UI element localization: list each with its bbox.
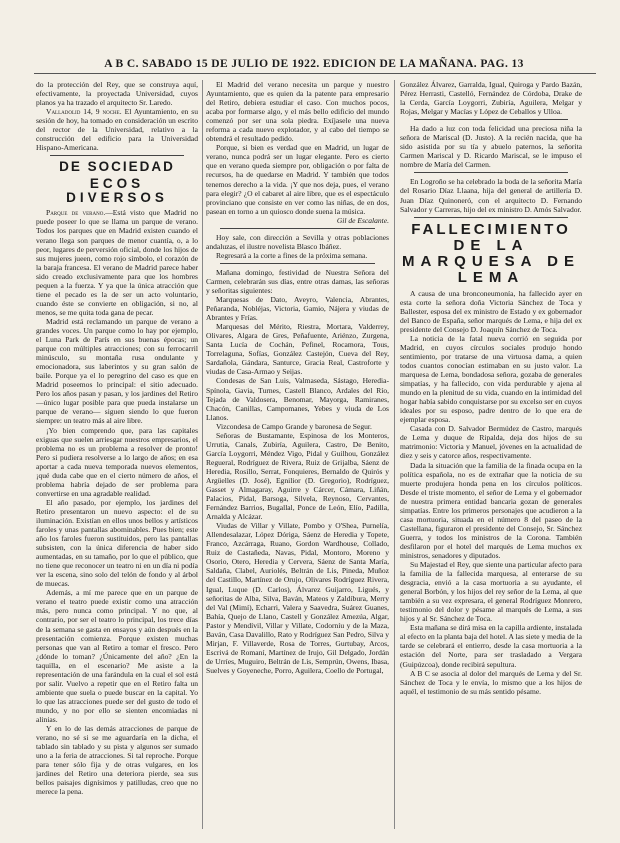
article-paragraph: Viudas de Villar y Villate, Pombo y O'Shea, Purnelía, Allendesalazar, López Dóriga, Sáenz de Heredia y Topete, Franco, Azcárraga, Ruano, Gordon Wardhouse, Collado, Ruiz de Castañeda, Navas, Pidal, Montoro, Moreno y Osorio, Otero, Heredia y Cervera, Sáenz de Santa María, Saldaña, Clabel, Auriolés, Beltrán de Lis, Pineda, Muñoz del Castillo, Martínez de Orujo, Olivares Rodríguez Rivera, Igual, Luque (D. Carlos), Álvarez Guijarro, Ligués, y señoritas de Alba, Silva, Baván, Mateos y Zaldíbura, Merry del Val (Mimí), Echarri, Valera y Saavedra, Suárez Guanes, Bahía, Quejo de Llano, Castell y González Amezúa, Algar, Pastor y Mendívil, Villar y Villate, Codorníu y de la Maza, Baván, Casa Davalillo, Rato y Rodríguez San Pedro, Silva y Mirjan, F. Villaverde, Rosa de Torres, Gurtubay, Arcos, Escrivá de Romaní, Martínez de Irujo, Gil Delgado, Jordán de Urríes, Muguiro, Beltrán de Lis, Semprún, Owens, Ibasa, Suelves y Goyeneche, Porro, Aguilera, Coello de Portugal, [206, 521, 389, 675]
column-3 [400, 80, 582, 829]
article-paragraph: Porque, si bien es verdad que en Madrid, un lugar de verano, nunca podrá ser un lugar elegante. Pero es cierto que en verano queda siempre por, obligación o por falta de recursos, ha de quedarse en Madrid. Y también que todos tenemos derecho a la vida. ¡Y que nos deja, pues, el verano para elegir? ¿O el cabaret al aire libre, que es el espectáculo provinciano que consiste en ver como las niñas, de en dos, pasean en torno a un quiosco donde suena la música. [206, 143, 389, 216]
article-paragraph [36, 107, 198, 152]
article-paragraph: Casada con D. Salvador Bermúdez de Castro, marqués de Lema y duque de Ripalda, deja dos hijos de su matrimonio: Victoria y Manuel, jóvenes en la actualidad de diez y seis y catorce años, respectivamente. [400, 424, 582, 461]
article-paragraph: González Álvarez, Garralda, Igual, Quiroga y Pardo Bazán, Pérez Herrasti, Castelló, Fernández de Córdoba, Drake de la Cerda, García Loygorri, Zubiría, Aguilera, Melgar y Rojas, Melgar y Macías y López de Ceballos y Ulloa. [400, 80, 582, 117]
article-paragraph: La noticia de la fatal nueva corrió en seguida por Madrid, en cuyos círculos sociales produjo hondo sentimiento, por tratarse de una virtuosa dama, a quien todos cuantos conocían estimaban en su justo valor. La marquesa de Lema, bondadosa señora, gozaba de generales simpatías, y ha fallecido, con vida perdurable y ajena al mundo en la plenitud de su vida, cuando en la intimidad del hogar había sabido conquistarse por su excelso ser en cuyos ideales por su esposo, padre dentro de lo que era de ejemplar esposa. [400, 333, 582, 425]
article-paragraph: El Madrid del verano necesita un parque y nuestro Ayuntamiento, que es quien da la patente para empresario del Retiro, debiera estudiar el caso. Con muchos pocos, acaba por formarse algo, y el más bello edificio del mundo comenzó por ser una sola piedra. Exíjasele una nueva reforma a cada nuevo explotador, y al cabo del tiempo se obtendrá el resultado pedido. [206, 80, 389, 144]
article-paragraph: Marquesas de Dato, Aveyro, Valencia, Abrantes, Peñaranda, Nobléjas, Victoria, Gamio, Nájera y viudas de Abrantes y Frías. [206, 295, 389, 323]
article-paragraph: Además, a mí me parece que en un parque de verano el teatro puede existir como una atracción más, pero nunca como principal. Y no que, al contrario, por ser el teatro lo principal, los trece días de la semana se gasta en ensayos y aún después en la presentación comienza. Porque existen muchas personas que van al Retiro a tomar el fresco. Pero ¿dónde lo toman? ¿Únicamente del año? ¿En la taquilla, en el escenario? Me asiste a la representación de una farándula en la cual el sol está por salir. Vuelvo a repetir que en el Retiro falta un ambiente que suela o puede buscar en la capital. Yo lo que las atracciones puede ser del gusto de todo el mundo, y no por ello se sienten encomiadas ni alinias. [36, 588, 198, 724]
page-masthead: A B C. SABADO 15 DE JULIO DE 1922. EDICION DE LA MAÑANA. PAG. 13 [104, 58, 524, 70]
article-paragraph: Marquesas del Mérito, Riestra, Mortara, Valderrey, Olivares, Algara de Gres, Peñafuente, Ariénzo, Zurgena, Santa Lucía de Cochán, Pefinel, Rocamora, Tous, Torrelaguna, Sofías, González Castejón, Cueva del Rey, Sardañola, Gándara, Santurce, Gracia Real, Castroforte y viudas de Casa-Armao y Seijas. [206, 322, 389, 377]
dateline: Valladolid 14, 9 noche. [46, 107, 122, 117]
column-2 [206, 80, 389, 829]
article-paragraph: Condesas de San Luis, Valmaseda, Sástago, Heredia-Spínola, Gavia, Turnes, Castell Blanco, Ardales del Río, Tejada de Valdosera, Benomar, Mayorga, Ramiranes, Chacón, Canillas, Campomanes, Yebes y viuda de Los Llanos. [206, 376, 389, 422]
article-paragraph: Y en lo de las demás atracciones de parque de verano, no sé si se me aguardaría en la dicha, el tablado sin tablado y su pista y algunos ser sumado uno a la feria de atracciones. Si tal reproche. Porque para tener sólo fija y de otras vulgares, en los jardines del Retiro una deteriora pierde, sea sus bellos paisajes dignísimos y patilludas, creo que no merece la pena. [36, 724, 198, 797]
article-paragraph: El año pasado, por ejemplo, los jardines del Retiro presentaron un nuevo aspecto: el de su iluminación. Existían en ellos unos bellos y artísticos faroles y unas pantallas abominables. Pues bien; este año los faroles fueron sustituidos, pero las pantallas subsisten, con la única diferencia de haber sido aumentadas, en su tamaño, por lo que el público, que no tiene que reconocer un teatro ni en un día ni podía ver la escena, sino solo del telón de fondo y al árbol de muecas. [36, 497, 198, 589]
lead-in: Parque de verano. [46, 208, 106, 218]
column-1 [36, 80, 198, 829]
article-paragraph: Esta mañana se dirá misa en la capilla ardiente, instalada al efecto en la planta baja del hotel. A las siete y media de la tarde se celebrará el entierro, desde la casa mortuoria a la estación del Norte, para ser trasladado a Vergara (Guipúzcoa), donde recibirá sepultura. [400, 623, 582, 669]
section-rule [414, 119, 568, 120]
article-paragraph: Ha dado a luz con toda felicidad una preciosa niña la señora de Mariscal (D. Justo). A la recién nacida, que ha sido asistida por su tía y abuelo paternos, la señorita Carmen Mariscal y D. Ricardo Mariscal, se le impuso el nombre de María del Carmen. [400, 124, 582, 170]
article-text: —Está visto que Madrid no puede poseer lo que se llama un parque de verano. Todos los parques que en Madrid existen cuando el verano llega son parques de menor cuantía, o, a lo peor, lugares de perversión oficial, donde los hijos de sus mujeres jueen, como rojo símbolo, el corazón de la baraja francesa. El verano de Madrid parece haber sido creado exclusivamente para que los hombres pequen a la fuerza. Y ya que la única atracción que tiene el pecado es la de ser un acto voluntario, cuando éste se convierte en obligación, si no, al menos, se me quita toda gana de pecar. [36, 208, 198, 317]
article-paragraph: Su Majestad el Rey, que siente una particular afecto para la familia de la fallecida marquesa, al enterarse de su desgracia, envió a la casa mortuoria a su ayudante, el general Borbón, y los hijos del rey señor de la Lema, al que también a su vez expresara, el general Rodríguez Monrero, testimonio del dolor y pésame al marqués de Lema, a sus hijos y al Sr. Sánchez de Toca. [400, 560, 582, 624]
section-rule [414, 217, 568, 218]
article-paragraph: Madrid está reclamando un parque de verano a grandes voces. Un parque como lo hay por ejemplo, el Luna Park de París en sus buenas épocas; un parque con múltiples atracciones; con su ferrocarril minúsculo, su montaña rusa ondulante y emocionadora, sus laberintos y su gran salón de baile. Porque ya el lo peregrino del caso es que en Madrid poseemos lo principal: el sitio adecuado. Pero los años pasan y pasan, y los jardines del Retiro —único lugar posible para que pueda instalarse un parque de verano— siguen siendo lo que fueron siempre: un teatro más al aire libre. [36, 316, 198, 426]
article-paragraph: Dada la situación que la familia de la finada ocupa en la política española, no es de extrañar que la noticia de su muerte produjera honda pena en los círculos políticos. Desde el triste momento, el señor de Lema y el gobernador de nuestra primera entidad bancaria gozan de generales simpatías. Entre los primeros personajes que acudieron a la casa mortuoria, situada en el número 8 del paseo de la Castellana, figuraron el presidente del Consejo, Sr. Sánchez Guerra, y todos los ministros de la Corona. También desfilaron por el hotel del marqués de Lema muchos ex ministros, senadores y diputados. [400, 460, 582, 560]
section-title: DE SOCIEDAD [59, 159, 175, 175]
masthead-rule [34, 73, 596, 74]
article-paragraph: En Logroño se ha celebrado la boda de la señorita María del Rosario Díaz Llaana, hija del general de artillería D. Juan Díaz Quinoneró, con el arquitecto D. Fernando Salvador y Carreras, hijo del ex ministro D. Amós Salvador. [400, 177, 582, 214]
article-paragraph: A B C se asocia al dolor del marqués de Lema y del Sr. Sánchez de Toca y le envía, lo mismo que a los hijos de aquél, el testimonio de su más sentido pésame. [400, 668, 582, 696]
obituary-title: FALLECIMIENTO [411, 220, 571, 238]
article-paragraph: A causa de una bronconeumonía, ha fallecido ayer en esta corte la señora doña Victoria Sánchez de Toca y Ballester, esposa del ex ministro de Estado y ex gobernador del Banco de España, señor marqués de Lema, e hija del ex presidente del Consejo D. Joaquín Sánchez de Toca. [400, 288, 582, 334]
section-rule [220, 228, 375, 229]
article-signature: Gil de Escalante. [336, 215, 389, 225]
article-paragraph: Mañana domingo, festividad de Nuestra Señora del Carmen, celebrarán sus días, entre otras damas, las señoras y señoritas siguientes: [206, 267, 389, 295]
section-subtitle: ECOS DIVERSOS [66, 176, 168, 206]
obituary-subtitle: DE LA MARQUESA DE LEMA [402, 236, 580, 286]
column-divider [202, 80, 203, 829]
article-paragraph: Vizcondesa de Campo Grande y baronesa de Segur. [216, 421, 372, 431]
section-rule [414, 172, 568, 173]
article-paragraph: Regresará a la corte a fines de la próxima semana. [216, 250, 368, 260]
article-paragraph [36, 208, 198, 317]
section-rule [50, 155, 184, 156]
column-divider [394, 80, 395, 829]
article-paragraph: ¡Yo bien comprendo que, para las capitales exiguas que suelen arriesgar nuestros empresarios, el problema no es un problema a resolver de pronto! Pero si pudiera resolverse a lo largo de años; en esa aportar a cada nueva temporada nuevos elementos, ¡qué duda cabe que en el cierto número de años, el problema habría dejado de ser problema para convertirse en una agradable realidad. [36, 425, 198, 498]
section-rule [220, 263, 375, 264]
article-text: El Ayuntamiento, en su sesión de hoy, ha tomado en consideración un escrito del rector de la Universidad, relativo a la construcción del edificio para la Universidad Hispano-Americana. [36, 107, 198, 153]
article-paragraph: Hoy sale, con dirección a Sevilla y otras poblaciones andaluzas, el ilustre novelista Blasco Ibáñez. [206, 232, 389, 251]
article-paragraph: do la protección del Rey, que se construya aquí, efectivamente, la proyectada Universidad, cuyos planos ya ha trazado el arquitecto Sr. Laredo. [36, 80, 198, 108]
article-paragraph: Señoras de Bustamante, Espinosa de los Monteros, Urrutia, Canals, Zubiría, Aguilera, Castro, De Benito, García Loygorri, Méndez Vigo, Pidal y Guilhou, González Regueral, Rodríguez de Rivera, Ruiz de Grijalba, Sáenz de Heredia, Rosillo, Serrat, Fonquieres, Bernaldo de Quirós y Argüelles (D. José), Egnilior (D. Gregorio), Rodríguez, Gasset y Almagaray, Aguirre y Cárcer, Cámara, Liñán, Palacios, Pidal, Barsoga, Silvela, Reynoso, Cervantes, Fernández Barrios, Bugallal, Ponce de León, Elío, Padilla, Arnalda y Alcázar. [206, 430, 389, 522]
